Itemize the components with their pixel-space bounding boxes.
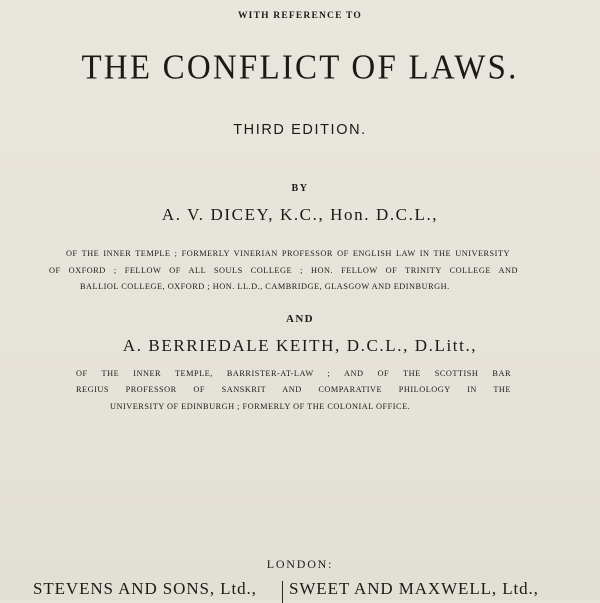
publisher-left: STEVENS AND SONS, Ltd., [33, 579, 257, 598]
author-two-description-line: UNIVERSITY OF EDINBURGH ; FORMERLY OF THE COLONIAL OFFICE. [110, 402, 411, 411]
author-one-description-line: OF THE INNER TEMPLE ; FORMERLY VINERIAN PROFESSOR OF ENGLISH LAW IN THE UNIVERSITY [66, 249, 510, 258]
author-one-description-line: BALLIOL COLLEGE, OXFORD ; HON. LL.D., CAMBRIDGE, GLASGOW AND EDINBURGH. [80, 282, 450, 291]
author-one-description-line: OF OXFORD ; FELLOW OF ALL SOULS COLLEGE ; HON. FELLOW OF TRINITY COLLEGE AND [49, 266, 518, 275]
author-two-description-line: OF THE INNER TEMPLE, BARRISTER-AT-LAW ; AND OF THE SCOTTISH BAR [76, 369, 511, 378]
author-two-name: A. BERRIEDALE KEITH, D.C.L., D.Litt., [122, 336, 478, 355]
book-title: THE CONFLICT OF LAWS. [81, 49, 519, 87]
edition-label: THIRD EDITION. [233, 122, 367, 138]
reference-line: WITH REFERENCE TO [237, 11, 363, 21]
by-label: BY [291, 183, 309, 194]
author-one-name: A. V. DICEY, K.C., Hon. D.C.L., [161, 205, 439, 224]
author-two-description-line: REGIUS PROFESSOR OF SANSKRIT AND COMPARATIVE PHILOLOGY IN THE [76, 385, 511, 394]
publication-place: LONDON: [266, 557, 334, 571]
publisher-right: SWEET AND MAXWELL, Ltd., [289, 579, 539, 598]
and-label: AND [285, 313, 315, 325]
